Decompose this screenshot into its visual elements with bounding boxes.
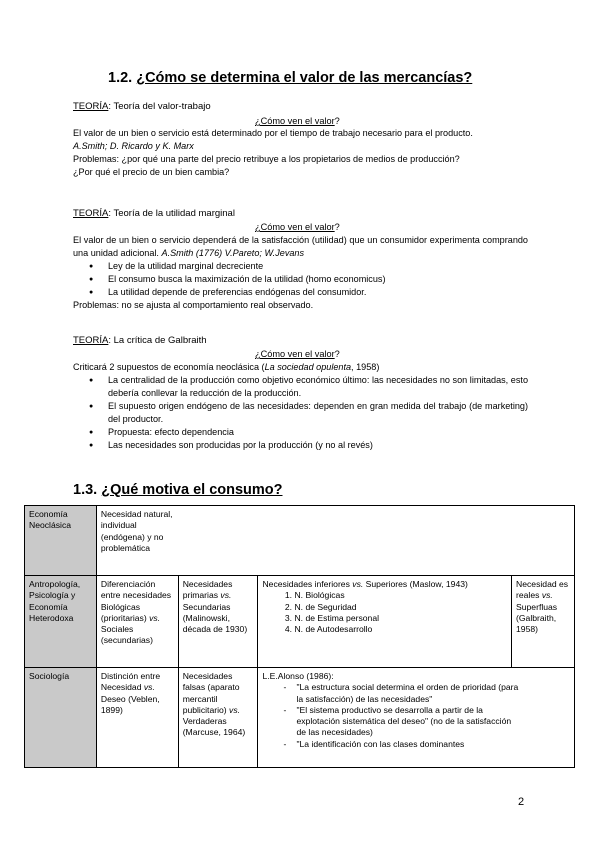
table-cell: Necesidad natural, individual (endógena) y no problemática — [96, 506, 574, 576]
list-item: ● Las necesidades son producidas por la producción (y no al revés) — [73, 439, 528, 452]
theory-2-problems: Problemas: no se ajusta al comportamiento real observado. — [73, 300, 314, 310]
list-item: - "La estructura social determina el orden de prioridad (para la satisfacción) de las necesidades" — [296, 682, 521, 705]
row-header-neoclassical: Economía Neoclásica — [25, 506, 97, 576]
theory-1-definition: El valor de un bien o servicio está determinado por el tiempo de trabajo necesario para el producto. — [73, 128, 473, 138]
theory-3-name: : La crítica de Galbraith — [108, 335, 207, 346]
table-row — [25, 576, 575, 668]
list-item: 2. N. de Seguridad — [294, 602, 507, 613]
teoria-link[interactable]: TEORÍA — [73, 208, 109, 219]
list-item: 4. N. de Autodesarrollo — [294, 624, 507, 635]
theory-1-body — [73, 127, 528, 179]
theory-1-name: : Teoría del valor-trabajo — [108, 101, 211, 112]
maslow-list — [262, 590, 507, 635]
list-item: ● El supuesto origen endógeno de las necesidades: dependen en gran medida del trabajo (de marketing) del productor. — [73, 400, 528, 426]
list-item: ● La utilidad depende de preferencias endógenas del consumidor. — [73, 286, 528, 299]
list-item: 3. N. de Estima personal — [294, 613, 507, 624]
theory-2-authors: A.Smith (1776) V.Pareto; W.Jevans — [161, 248, 305, 258]
table-cell: Necesidades primarias vs. Secundarias (Malinowski, década de 1930) — [178, 576, 258, 668]
list-item: - "La identificación con las clases dominantes — [296, 739, 521, 750]
section-1-2-heading — [108, 70, 472, 86]
theory-3-intro: Criticará 2 supuestos de economía neoclásica (La sociedad opulenta, 1958) — [73, 362, 380, 372]
list-item: 1. N. Biológicas — [294, 590, 507, 601]
list-item: ● Ley de la utilidad marginal decreciente — [73, 260, 528, 273]
table-cell: Necesidad es reales vs. Superfluas (Galbraith, 1958) — [512, 576, 575, 668]
section-title: ¿Cómo se determina el valor de las mercancías? — [136, 70, 473, 86]
list-item: ● Propuesta: efecto dependencia — [73, 426, 528, 439]
teoria-link[interactable]: TEORÍA — [73, 101, 109, 112]
row-header-heterodox: Antropología, Psicología y Economía Heterodoxa — [25, 576, 97, 668]
theory-1-problems: Problemas: ¿por qué una parte del precio retribuye a los propietarios de medios de producción? — [73, 154, 460, 164]
theory-1-problems-2: ¿Por qué el precio de un bien cambia? — [73, 167, 230, 177]
table-cell-maslow: Necesidades inferiores vs. Superiores (Maslow, 1943) 1. N. Biológicas 2. N. de Seguridad 3. N. de Estima personal 4. N. de Autodesarrollo — [258, 576, 512, 668]
theory-3-body — [73, 361, 528, 452]
theory-3-bullets — [73, 374, 528, 452]
page-number: 2 — [518, 796, 525, 808]
theory-3-value-link[interactable]: ¿Cómo ven el valor? — [255, 349, 340, 359]
book-title: La sociedad opulenta — [264, 362, 352, 372]
table-cell: Diferenciación entre necesidades Biológicas (prioritarias) vs. Sociales (secundarias) — [96, 576, 178, 668]
list-item: - "El sistema productivo se desarrolla a partir de la explotación sistemática del deseo" (no de la satisfacción de las necesidades) — [296, 705, 521, 739]
section-title: ¿Qué motiva el consumo? — [101, 482, 283, 498]
list-item: ● El consumo busca la maximización de la utilidad (homo economicus) — [73, 273, 528, 286]
theory-1-label — [73, 101, 211, 112]
theory-2-bullets — [73, 260, 528, 299]
theory-3-label — [73, 335, 207, 346]
table-cell: Distinción entre Necesidad vs. Deseo (Veblen, 1899) — [96, 668, 178, 768]
theory-2-value-link[interactable]: ¿Cómo ven el valor? — [255, 222, 340, 232]
table-cell: Necesidades falsas (aparato mercantil publicitario) vs. Verdaderas (Marcuse, 1964) — [178, 668, 258, 768]
theory-2-definition: El valor de un bien o servicio dependerá de la satisfacción (utilidad) que un consumidor experimenta comprando una unidad adicional. A.Smith (1776) V.Pareto; W.Jevans — [73, 235, 528, 258]
section-number: 1.2. — [108, 70, 133, 86]
theory-1-authors: A.Smith; D. Ricardo y K. Marx — [73, 141, 194, 151]
table-row — [25, 506, 575, 576]
teoria-link[interactable]: TEORÍA — [73, 335, 109, 346]
table-cell-alonso: L.E.Alonso (1986): - "La estructura social determina el orden de prioridad (para la satisfacción) de las necesidades" - "El sistema productivo se desarrolla a partir de la explotación sistemática del deseo" (no de la satisfacción de las necesidades) - "La identificación con las clases dominantes — [258, 668, 575, 768]
list-item: ● La centralidad de la producción como objetivo económico último: las necesidades no son limitadas, esto debería conllevar la reducción de la producción. — [73, 374, 528, 400]
section-1-3-heading — [73, 482, 283, 498]
section-number: 1.3. — [73, 482, 98, 498]
theory-2-name: : Teoría de la utilidad marginal — [108, 208, 235, 219]
table-row — [25, 668, 575, 768]
consumption-motives-table — [24, 505, 575, 768]
row-header-sociology: Sociología — [25, 668, 97, 768]
theory-1-value-link[interactable]: ¿Cómo ven el valor? — [255, 116, 340, 126]
theory-2-label — [73, 208, 235, 219]
alonso-quotes — [262, 682, 521, 750]
theory-2-body — [73, 234, 528, 312]
